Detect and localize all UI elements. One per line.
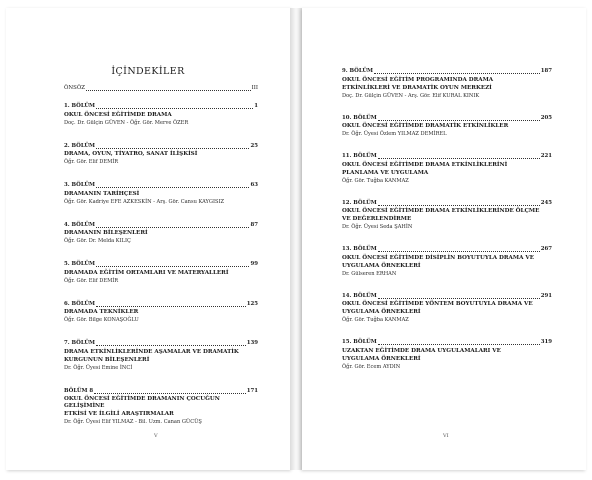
chapter-label: 5. BÖLÜM xyxy=(64,261,96,267)
toc-list-right xyxy=(342,68,552,386)
chapter-author: Dr. Öğr. Üyesi Özlem YILMAZ DEMİREL xyxy=(342,131,447,137)
chapter-title: OKUL ÖNCESİ EĞİTİMDE DİSİPLİN BOYUTUYLA DRAMA VE xyxy=(342,254,534,261)
chapter-title: DRAMANIN BİLEŞENLERİ xyxy=(64,230,148,236)
toc-entry[interactable] xyxy=(342,115,552,139)
chapter-label: 12. BÖLÜM xyxy=(342,199,377,206)
chapter-label: 14. BÖLÜM xyxy=(342,292,377,299)
page-number-right: VI xyxy=(443,433,449,439)
toc-entry[interactable] xyxy=(64,103,258,127)
chapter-label: 2. BÖLÜM xyxy=(64,142,96,149)
chapter-title: UZAKTAN EĞİTİMDE DRAMA UYGULAMALARI VE xyxy=(342,347,501,354)
chapter-label: 4. BÖLÜM xyxy=(64,221,96,228)
dot-leader xyxy=(96,261,249,267)
toc-entry[interactable] xyxy=(342,246,552,278)
chapter-label: 9. BÖLÜM xyxy=(342,68,374,74)
chapter-page-number: 291 xyxy=(540,292,552,299)
chapter-title-continued: UYGULAMA ÖRNEKLERİ xyxy=(342,262,421,269)
onsoz-label: ÖNSÖZ xyxy=(64,85,85,91)
chapter-label: 3. BÖLÜM xyxy=(64,182,96,188)
chapter-author: Dr. Gülseren ERHAN xyxy=(342,270,397,277)
dot-leader xyxy=(378,200,540,206)
toc-entry[interactable] xyxy=(64,301,258,325)
chapter-line xyxy=(342,153,552,161)
chapter-author: Öğr. Gör. Tuğba KANMAZ xyxy=(342,317,409,323)
toc-entry[interactable] xyxy=(342,68,552,100)
chapter-page-number: 125 xyxy=(246,300,258,307)
toc-entry[interactable] xyxy=(64,261,258,285)
dot-leader xyxy=(378,115,540,121)
chapter-title-continued: PLANLAMA VE UYGULAMA xyxy=(342,169,429,176)
toc-entry[interactable] xyxy=(64,222,258,246)
chapter-title-continued: KURGUNUN BİLEŞENLERİ xyxy=(64,356,150,363)
chapter-title: OKUL ÖNCESİ EĞİTİM PROGRAMINDA DRAMA xyxy=(342,76,494,83)
toc-entry[interactable] xyxy=(342,339,552,371)
chapter-author: Öğr. Gör. Kadriye EFE AZKESKİN - Arş. Gör. Cansu KAYGISIZ xyxy=(64,198,225,205)
chapter-page-number: 319 xyxy=(540,339,552,345)
dot-leader xyxy=(96,182,249,188)
chapter-line xyxy=(64,222,258,230)
chapter-page-number: 221 xyxy=(540,153,552,159)
toc-entry[interactable] xyxy=(342,293,552,325)
dot-leader xyxy=(378,293,540,299)
chapter-line xyxy=(64,182,258,190)
chapter-author: Öğr. Gör. Tuğba KANMAZ xyxy=(342,177,409,184)
chapter-title: OKUL ÖNCESİ EĞİTİMDE DRAMA xyxy=(64,111,172,118)
chapter-author: Öğr. Gör. Elif DEMİR xyxy=(64,277,119,284)
chapter-line xyxy=(64,261,258,269)
chapter-line xyxy=(342,246,552,254)
chapter-author: Dr. Öğr. Üyesi Seda ŞAHİN xyxy=(342,224,413,230)
chapter-line xyxy=(342,200,552,208)
chapter-title: OKUL ÖNCESİ EĞİTİMDE DRAMANIN ÇOCUĞUN GELİŞİMİNE xyxy=(64,396,220,409)
chapter-page-number: 245 xyxy=(540,199,552,206)
chapter-line xyxy=(342,68,552,76)
chapter-author: Dr. Öğr. Üyesi Emine İNCİ xyxy=(64,364,133,371)
dot-leader xyxy=(96,222,249,228)
toc-entry[interactable] xyxy=(64,182,258,206)
chapter-title: OKUL ÖNCESİ EĞİTİMDE DRAMA ETKİNLİKLERİNDE ÖLÇME xyxy=(342,208,540,214)
chapter-line xyxy=(342,293,552,301)
chapter-page-number: 63 xyxy=(250,182,258,188)
chapter-line xyxy=(64,143,258,151)
chapter-label: 7. BÖLÜM xyxy=(64,340,96,346)
toc-list-left xyxy=(64,103,258,442)
chapter-line xyxy=(64,103,258,111)
chapter-page-number: 171 xyxy=(246,387,258,394)
toc-entry[interactable] xyxy=(342,153,552,185)
chapter-label: BÖLÜM 8 xyxy=(64,387,94,394)
chapter-page-number: 139 xyxy=(246,340,258,346)
dot-leader xyxy=(378,246,540,252)
dot-leader xyxy=(96,143,249,149)
chapter-title-continued: ETKİSİ VE İLGİLİ ARAŞTIRMALAR xyxy=(64,411,174,417)
left-page xyxy=(6,8,290,470)
dot-leader xyxy=(96,103,253,109)
chapter-page-number: 267 xyxy=(540,246,552,252)
chapter-title: OKUL ÖNCESİ EĞİTİMDE DRAMA ETKİNLİKLERİNİ xyxy=(342,161,508,168)
chapter-page-number: 205 xyxy=(540,114,552,121)
toc-heading: İÇİNDEKİLER xyxy=(111,66,185,77)
toc-entry[interactable] xyxy=(64,143,258,167)
chapter-author: Öğr. Gör. Ecem AYDIN xyxy=(342,363,401,370)
chapter-line xyxy=(64,301,258,309)
chapter-author: Dr. Öğr. Üyesi Elif YILMAZ - Bil. Uzm. Canan GÜCÜŞ xyxy=(64,419,202,425)
dot-leader xyxy=(94,388,246,394)
dot-leader xyxy=(86,85,251,91)
toc-entry-onsoz[interactable] xyxy=(64,85,258,93)
chapter-page-number: 1 xyxy=(254,103,258,109)
chapter-page-number: 25 xyxy=(250,142,258,149)
chapter-label: 13. BÖLÜM xyxy=(342,246,377,252)
chapter-title: OKUL ÖNCESİ EĞİTİMDE YÖNTEM BOYUTUYLA DRAMA VE xyxy=(342,301,533,307)
chapter-title-continued: VE DEĞERLENDİRME xyxy=(342,216,412,222)
chapter-author: Öğr. Gör. Bilge KONAŞOĞLU xyxy=(64,317,139,323)
dot-leader xyxy=(378,153,540,159)
dot-leader xyxy=(96,301,246,307)
chapter-label: 10. BÖLÜM xyxy=(342,114,377,121)
onsoz-line xyxy=(64,85,258,93)
dot-leader xyxy=(374,68,540,74)
chapter-title: DRAMANIN TARİHÇESİ xyxy=(64,190,140,197)
chapter-title: OKUL ÖNCESİ EĞİTİMDE DRAMATİK ETKİNLİKLER xyxy=(342,123,509,129)
page-number-left: V xyxy=(154,433,158,439)
chapter-author: Öğr. Gör. Elif DEMİR xyxy=(64,159,119,165)
onsoz-page: III xyxy=(251,85,258,91)
chapter-line xyxy=(64,340,258,348)
book-spine xyxy=(290,8,302,470)
chapter-page-number: 187 xyxy=(540,68,552,74)
chapter-page-number: 99 xyxy=(250,261,258,267)
chapter-line xyxy=(342,339,552,347)
dot-leader xyxy=(96,340,246,346)
dot-leader xyxy=(378,339,540,345)
chapter-title: DRAMADA TEKNİKLER xyxy=(64,309,139,315)
chapter-label: 6. BÖLÜM xyxy=(64,300,96,307)
chapter-label: 1. BÖLÜM xyxy=(64,103,96,109)
chapter-title-continued: ETKİNLİKLERİ VE DRAMATİK OYUN MERKEZİ xyxy=(342,84,492,91)
chapter-author: Doç. Dr. Gülçin GÜVEN - Öğr. Gör. Merve ÖZER xyxy=(64,119,189,126)
toc-entry[interactable] xyxy=(64,388,258,427)
chapter-author: Doç. Dr. Gülçin GÜVEN - Arş. Gör. Elif KURAL KINIK xyxy=(342,92,480,99)
chapter-page-number: 87 xyxy=(250,221,258,228)
chapter-title: DRAMA, OYUN, TİYATRO, SANAT İLİŞKİSİ xyxy=(64,151,198,157)
toc-entry[interactable] xyxy=(342,200,552,232)
toc-entry[interactable] xyxy=(64,340,258,372)
chapter-title: DRAMA ETKİNLİKLERİNDE AŞAMALAR VE DRAMATİK xyxy=(64,348,239,355)
chapter-line xyxy=(64,388,258,396)
chapter-label: 15. BÖLÜM xyxy=(342,339,377,345)
chapter-label: 11. BÖLÜM xyxy=(342,153,377,159)
chapter-line xyxy=(342,115,552,123)
chapter-title-continued: UYGULAMA ÖRNEKLERİ xyxy=(342,309,421,315)
chapter-title-continued: UYGULAMA ÖRNEKLERİ xyxy=(342,355,421,362)
right-page xyxy=(302,8,586,470)
chapter-title: DRAMADA EĞİTİM ORTAMLARI VE MATERYALLERİ xyxy=(64,269,229,276)
chapter-author: Öğr. Gör. Dr. Melda KILIÇ xyxy=(64,238,131,244)
